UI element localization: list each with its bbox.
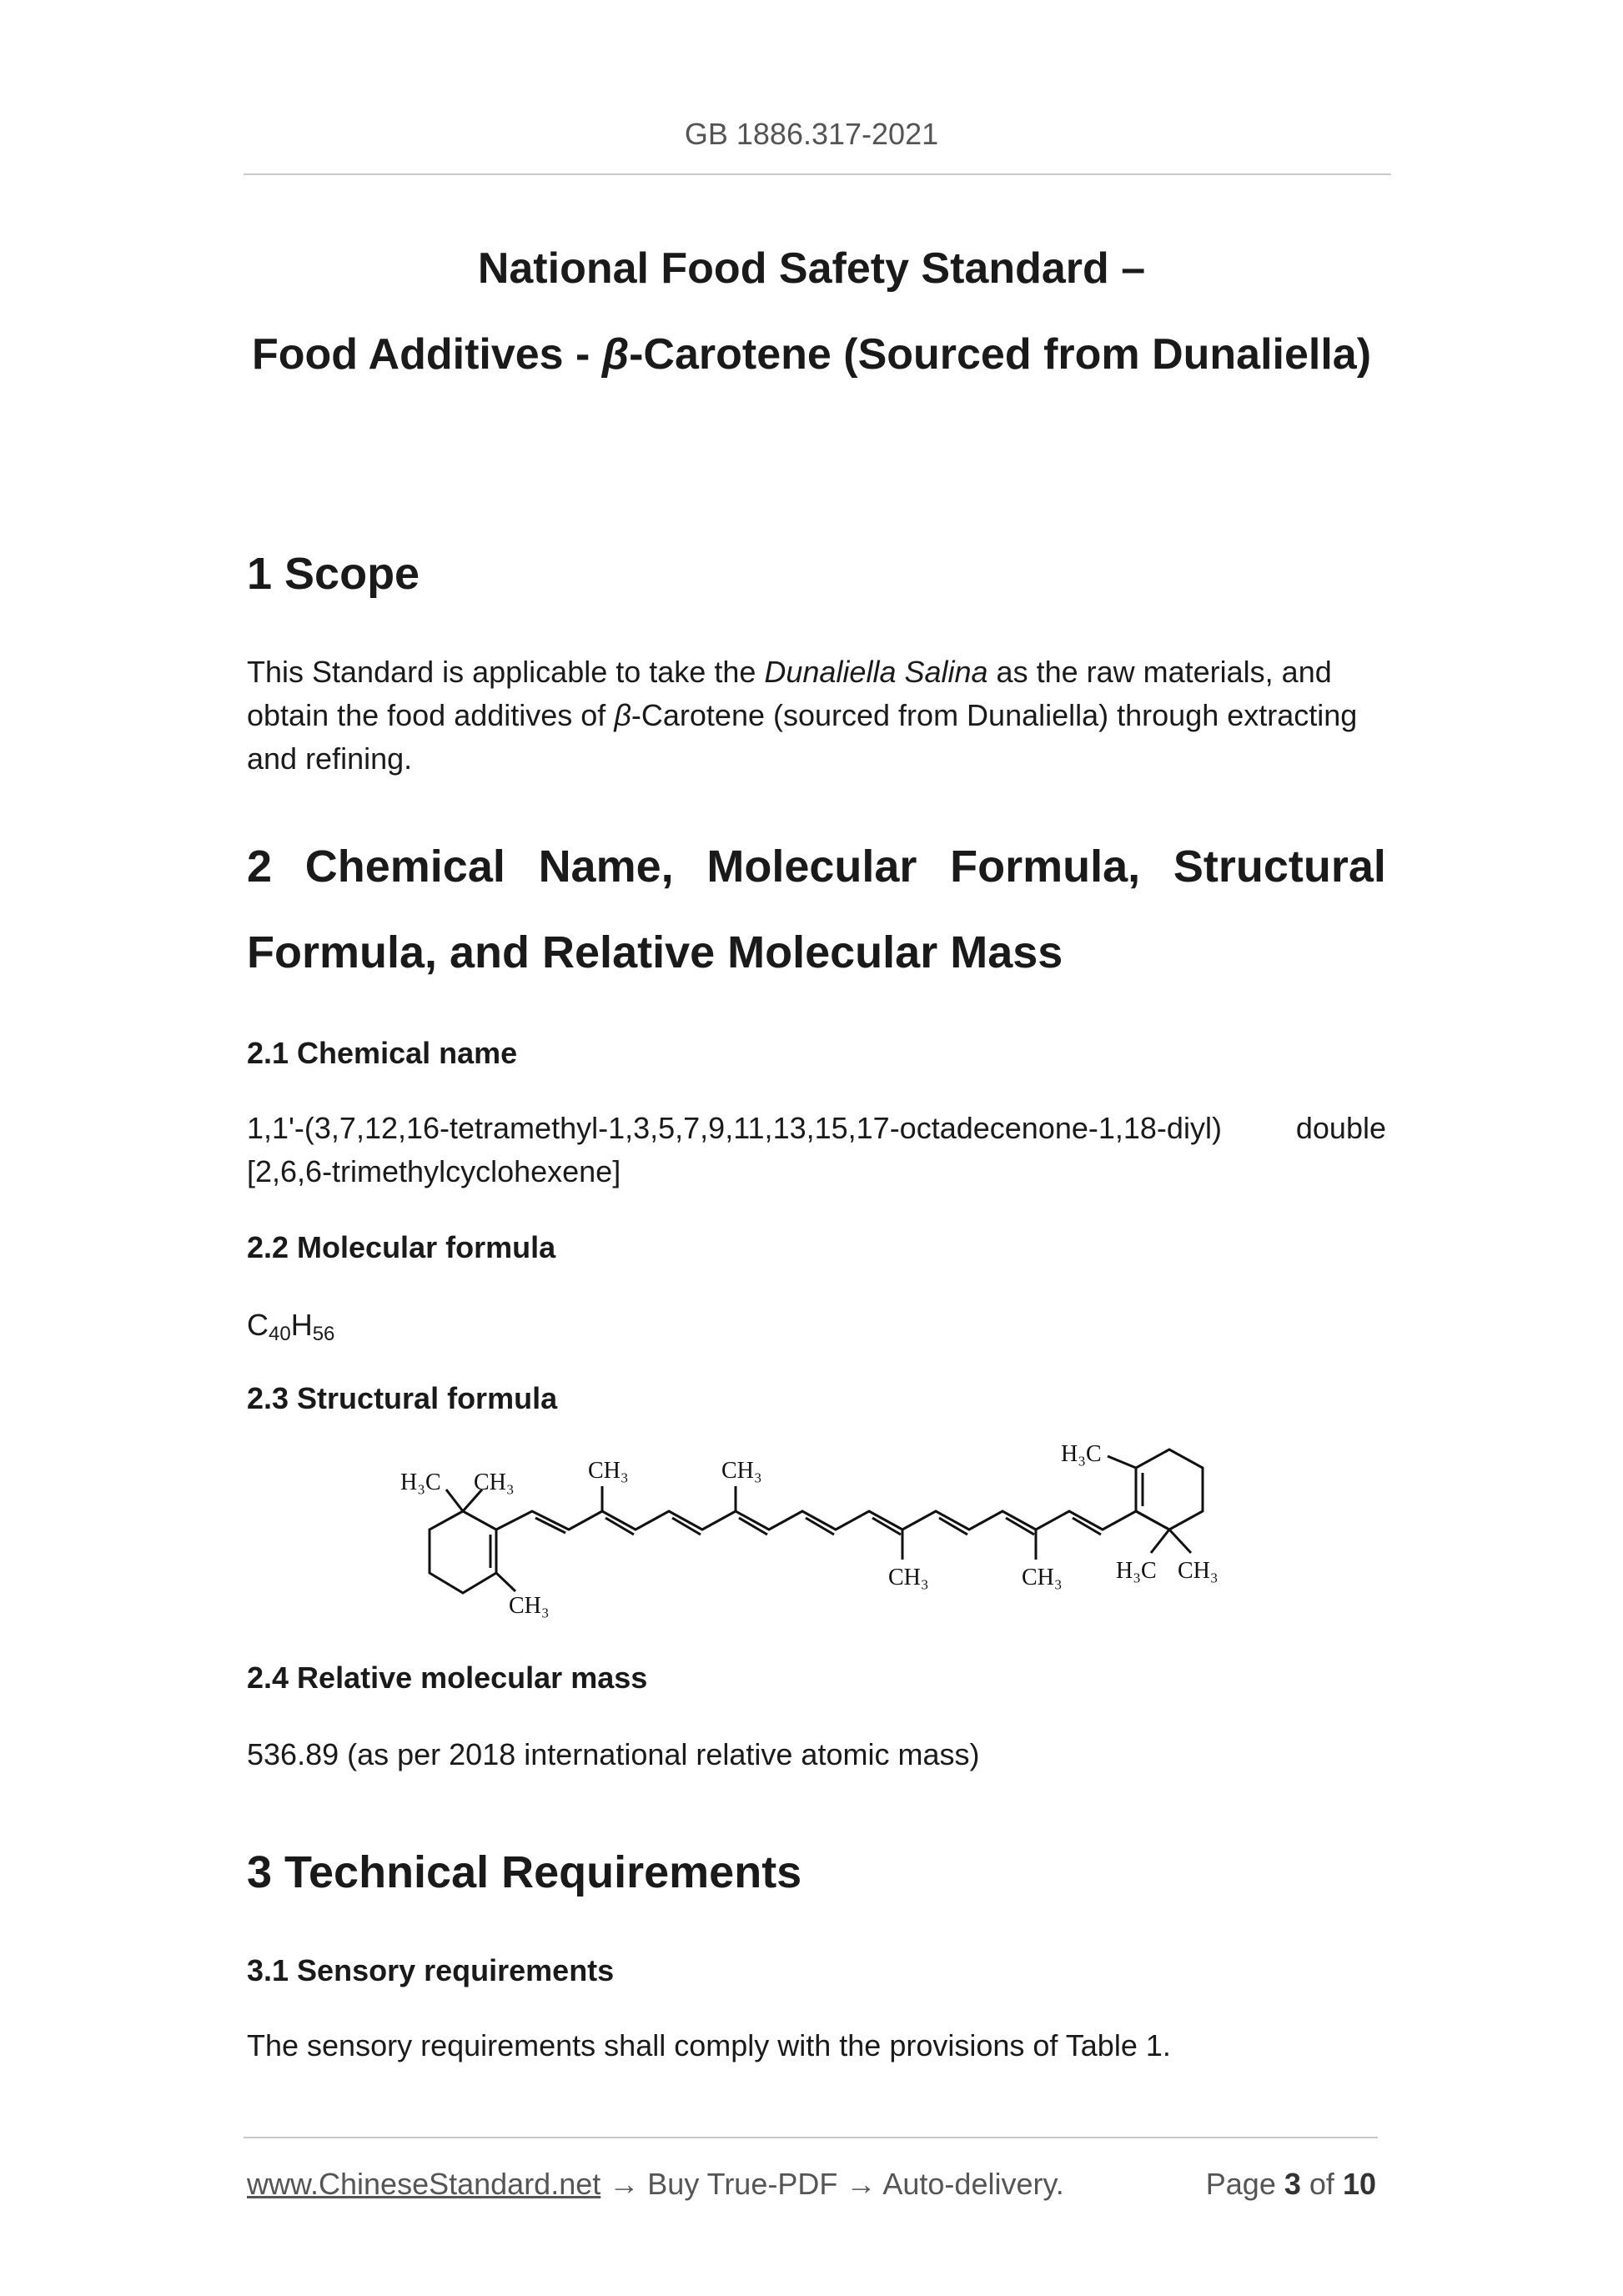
label-h3c-right-bottom: H₃C xyxy=(1116,1558,1157,1584)
label-ch3-chain-1: CH₃ xyxy=(588,1458,629,1484)
footer-promo xyxy=(247,2167,1064,2202)
formula-carbon-count: 40 xyxy=(269,1323,291,1345)
section-2-heading-line1 xyxy=(247,841,1386,892)
heading-word: 2 xyxy=(247,842,273,892)
label-ch3-chain-4: CH₃ xyxy=(1022,1565,1063,1590)
heading-word: Name, xyxy=(538,842,674,892)
page-current: 3 xyxy=(1284,2167,1301,2201)
beta-carotene-structure-diagram xyxy=(384,1434,1251,1635)
heading-word: Formula, xyxy=(950,842,1141,892)
label-ch3-left-top: CH₃ xyxy=(474,1470,515,1495)
scope-line-1 xyxy=(247,651,1386,694)
chemical-name-part-b: double xyxy=(1295,1111,1386,1145)
title-prefix: Food Additives - xyxy=(251,330,602,379)
page-indicator xyxy=(1206,2167,1376,2202)
heading-word: Molecular xyxy=(706,842,917,892)
document-code: GB 1886.317-2021 xyxy=(684,117,939,151)
website-link[interactable]: www.ChineseStandard.net xyxy=(247,2167,601,2201)
molecular-mass-text: 536.89 (as per 2018 international relative atomic mass) xyxy=(247,1737,980,1771)
page-label: Page xyxy=(1205,2167,1276,2201)
scope-beta: β xyxy=(614,698,631,732)
scope-line-3: and refining. xyxy=(247,741,413,776)
subsection-2-3-heading: 2.3 Structural formula xyxy=(247,1381,558,1415)
scope-paragraph xyxy=(247,651,1386,781)
document-title-line2 xyxy=(0,329,1623,379)
section-2-heading-line2: Formula, and Relative Molecular Mass xyxy=(247,927,1063,977)
section-3-heading: 3 Technical Requirements xyxy=(247,1847,802,1897)
title-suffix: -Carotene (Sourced from Dunaliella) xyxy=(629,330,1372,379)
page-total: 10 xyxy=(1342,2167,1376,2201)
sensory-requirements-text: The sensory requirements shall comply with the provisions of Table 1. xyxy=(247,2028,1171,2062)
arrow-right-icon: → xyxy=(609,2167,640,2201)
header-divider xyxy=(244,173,1391,175)
buy-pdf-text: Buy True-PDF xyxy=(647,2167,838,2201)
chemical-name-line1 xyxy=(247,1111,1386,1146)
molecular-formula xyxy=(247,1308,334,1346)
subsection-3-1-heading: 3.1 Sensory requirements xyxy=(247,1953,615,1987)
scope-text-c: obtain the food additives of xyxy=(247,698,615,732)
scope-species: Dunaliella Salina xyxy=(764,655,988,689)
heading-word: Structural xyxy=(1173,842,1386,892)
chemical-name-line2: [2,6,6-trimethylcyclohexene] xyxy=(247,1154,621,1188)
scope-text-d: -Carotene (sourced from Dunaliella) through extracting xyxy=(631,698,1358,732)
formula-carbon: C xyxy=(247,1308,269,1342)
title-beta: β xyxy=(601,330,630,379)
label-h3c-right-top: H₃C xyxy=(1061,1441,1102,1467)
structure-bonds xyxy=(430,1449,1203,1593)
label-ch3-chain-3: CH₃ xyxy=(888,1565,929,1590)
arrow-right-icon: → xyxy=(846,2167,877,2201)
formula-hydrogen-count: 56 xyxy=(312,1323,335,1345)
label-ch3-right-bottom: CH₃ xyxy=(1178,1558,1219,1584)
footer-divider xyxy=(244,2137,1378,2138)
label-ch3-chain-2: CH₃ xyxy=(721,1458,762,1484)
heading-word: Chemical xyxy=(304,842,505,892)
auto-delivery-text: Auto-delivery. xyxy=(882,2167,1064,2201)
section-1-heading: 1 Scope xyxy=(247,549,420,599)
subsection-2-1-heading: 2.1 Chemical name xyxy=(247,1036,518,1070)
document-title-line1: National Food Safety Standard – xyxy=(477,244,1146,293)
formula-hydrogen: H xyxy=(290,1308,313,1342)
chemical-name-part-a: 1,1'-(3,7,12,16-tetramethyl-1,3,5,7,9,11,13,15,17-octadecenone-1,18-diyl) xyxy=(247,1111,1222,1145)
scope-text-a: This Standard is applicable to take the xyxy=(247,655,765,689)
label-ch3-ring-left-bottom: CH₃ xyxy=(509,1593,550,1619)
page-of-label: of xyxy=(1309,2167,1334,2201)
scope-text-b: as the raw materials, and xyxy=(987,655,1332,689)
label-h3c-left: H₃C xyxy=(400,1470,441,1495)
subsection-2-2-heading: 2.2 Molecular formula xyxy=(247,1230,556,1264)
subsection-2-4-heading: 2.4 Relative molecular mass xyxy=(247,1660,648,1695)
scope-line-2 xyxy=(247,694,1386,737)
